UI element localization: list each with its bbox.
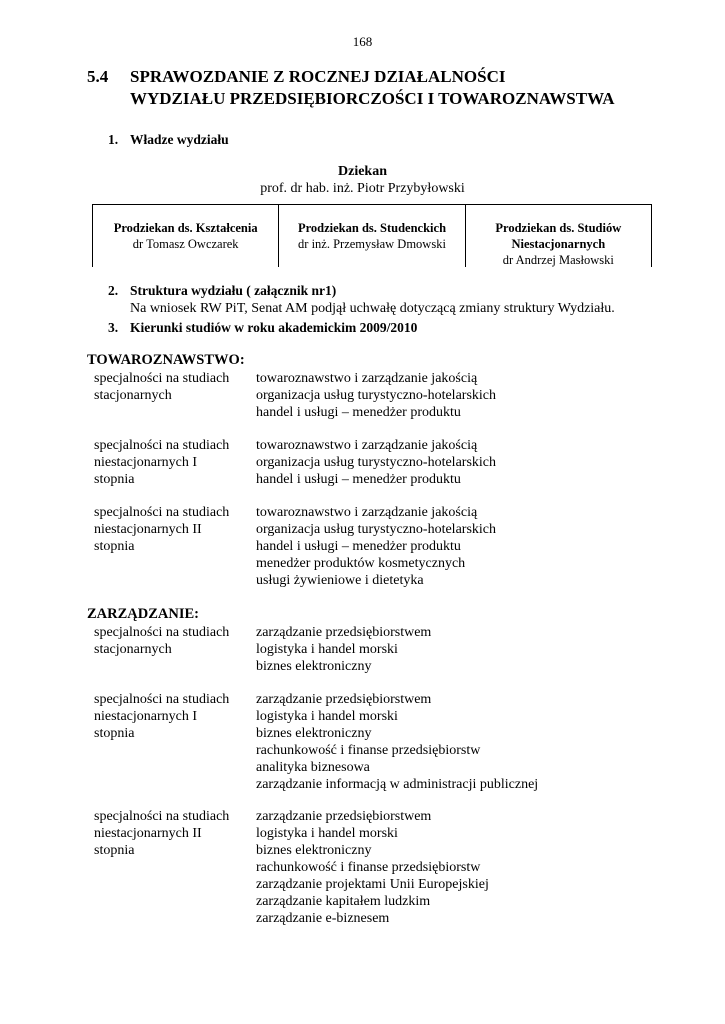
group-heading: ZARZĄDZANIE:	[87, 606, 199, 622]
row-values	[256, 437, 496, 488]
specialization-row	[94, 808, 694, 927]
specialization: usługi żywieniowe i dietetyka	[256, 573, 424, 588]
item-number: 2.	[108, 283, 119, 298]
specialization: organizacja usług turystyczno-hotelarskich	[256, 522, 496, 537]
row-values	[256, 624, 431, 675]
specialization: zarządzanie projektami Unii Europejskiej	[256, 877, 489, 892]
specialization: biznes elektroniczny	[256, 659, 372, 674]
item-text: Kierunki studiów w roku akademickim 2009/2010	[130, 320, 418, 335]
specialization: handel i usługi – menedżer produktu	[256, 539, 461, 554]
section-number: 5.4	[87, 67, 109, 86]
specialization: rachunkowość i finanse przedsiębiorstw	[256, 860, 481, 875]
specialization: handel i usługi – menedżer produktu	[256, 405, 461, 420]
specialization: towaroznawstwo i zarządzanie jakością	[256, 371, 478, 386]
vice-dean-cell	[278, 205, 464, 267]
item-heading-authorities	[108, 131, 229, 149]
specialization: zarządzanie informacją w administracji publicznej	[256, 777, 539, 792]
dean-name: prof. dr hab. inż. Piotr Przybyłowski	[260, 181, 465, 196]
specialization: organizacja usług turystyczno-hotelarskich	[256, 455, 496, 470]
specialization-row	[94, 370, 694, 421]
row-values	[256, 808, 489, 927]
item-text: Władze wydziału	[130, 132, 229, 147]
vice-deans-table	[92, 204, 652, 267]
specialization: zarządzanie przedsiębiorstwem	[256, 809, 432, 824]
section-title-line: SPRAWOZDANIE Z ROCZNEJ DZIAŁALNOŚCI	[130, 67, 506, 86]
specialization-row	[94, 437, 694, 488]
vice-dean-name: dr Tomasz Owczarek	[132, 237, 239, 251]
item-number: 3.	[108, 320, 119, 335]
vice-dean-name: dr inż. Przemysław Dmowski	[298, 237, 446, 251]
specialization-row	[94, 624, 694, 675]
specialization: logistyka i handel morski	[256, 826, 398, 841]
specialization: zarządzanie kapitałem ludzkim	[256, 894, 431, 909]
specialization: zarządzanie przedsiębiorstwem	[256, 625, 432, 640]
specialization-row	[94, 691, 694, 793]
dean-title: Dziekan	[338, 164, 387, 179]
specialization: organizacja usług turystyczno-hotelarskich	[256, 388, 496, 403]
section-title	[130, 66, 690, 110]
specialization: rachunkowość i finanse przedsiębiorstw	[256, 743, 481, 758]
specialization: biznes elektroniczny	[256, 843, 372, 858]
specialization: handel i usługi – menedżer produktu	[256, 472, 461, 487]
vice-dean-cell	[93, 205, 278, 267]
page-number: 168	[352, 34, 373, 49]
vice-dean-title: Prodziekan ds. Studenckich	[297, 221, 447, 235]
item-heading-programs	[108, 319, 417, 337]
item-number: 1.	[108, 132, 119, 147]
item-text: Struktura wydziału ( załącznik nr1)	[130, 283, 337, 298]
vice-dean-name: dr Andrzej Masłowski	[502, 253, 614, 267]
specialization: towaroznawstwo i zarządzanie jakością	[256, 505, 478, 520]
item-heading-structure	[108, 282, 336, 300]
row-values	[256, 504, 496, 589]
specialization: menedżer produktów kosmetycznych	[256, 556, 466, 571]
specialization: analityka biznesowa	[256, 760, 370, 775]
row-label: specjalności na studiach niestacjonarnych II stopnia	[94, 505, 230, 554]
specialization: logistyka i handel morski	[256, 642, 398, 657]
vice-dean-title: Prodziekan ds. Kształcenia	[113, 221, 258, 235]
section-title-line: WYDZIAŁU PRZEDSIĘBIORCZOŚCI I TOWAROZNAWSTWA	[130, 89, 615, 108]
vice-dean-title-line2: Niestacjonarnych	[511, 237, 606, 251]
group-heading: TOWAROZNAWSTWO:	[87, 352, 245, 368]
structure-text: Na wniosek RW PiT, Senat AM podjął uchwałę dotyczącą zmiany struktury Wydziału.	[130, 301, 615, 316]
specialization-row	[94, 504, 694, 589]
vice-dean-cell	[465, 205, 651, 267]
row-label: specjalności na studiach niestacjonarnych I stopnia	[94, 438, 230, 487]
specialization: logistyka i handel morski	[256, 709, 398, 724]
row-values	[256, 691, 538, 793]
row-label: specjalności na studiach stacjonarnych	[94, 625, 230, 657]
vice-dean-title: Prodziekan ds. Studiów	[495, 221, 622, 235]
row-label: specjalności na studiach stacjonarnych	[94, 371, 230, 403]
row-values	[256, 370, 496, 421]
row-label: specjalności na studiach niestacjonarnych I stopnia	[94, 692, 230, 741]
dean-block	[0, 163, 725, 197]
specialization: zarządzanie e-biznesem	[256, 911, 390, 926]
specialization: towaroznawstwo i zarządzanie jakością	[256, 438, 478, 453]
specialization: zarządzanie przedsiębiorstwem	[256, 692, 432, 707]
row-label: specjalności na studiach niestacjonarnych II stopnia	[94, 809, 230, 858]
specialization: biznes elektroniczny	[256, 726, 372, 741]
